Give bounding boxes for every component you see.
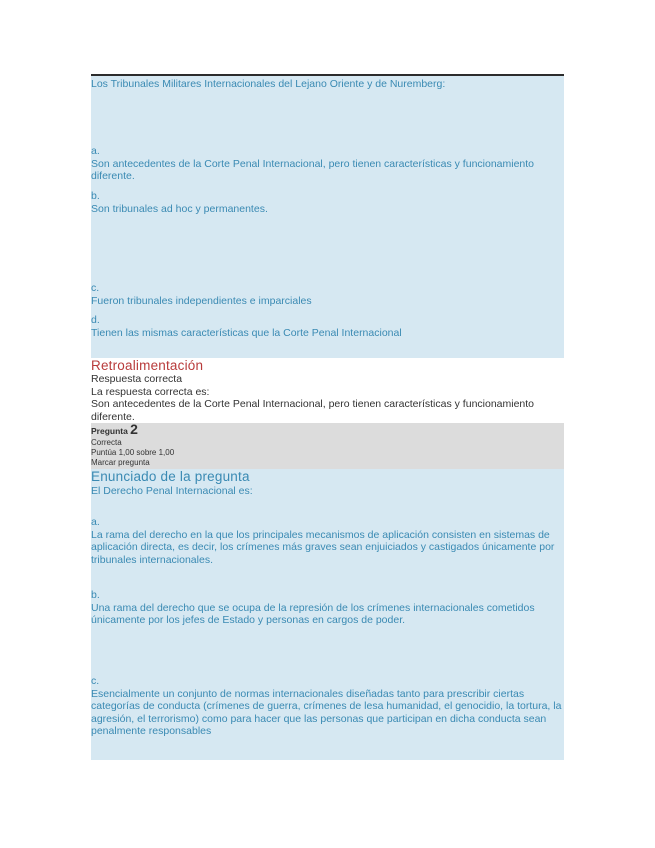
- flag-question-link[interactable]: Marcar pregunta: [91, 458, 150, 467]
- quiz-review-page: [91, 74, 564, 760]
- question-2-info-panel: [91, 423, 564, 469]
- feedback-section: [91, 358, 564, 423]
- question-1-option-c[interactable]: [91, 282, 564, 307]
- option-letter: c.: [91, 282, 100, 294]
- feedback-title: Retroalimentación: [91, 358, 204, 373]
- option-text: La rama del derecho en la que los principales mecanismos de aplicación consisten en sistemas de aplicación directa, es decir, los crímenes más graves sean enjuiciados y castigados únicamente por tribunales internacionales.: [91, 528, 555, 566]
- option-letter: b.: [91, 190, 100, 202]
- question-score: Puntúa 1,00 sobre 1,00: [91, 448, 175, 457]
- question-2-stem: El Derecho Penal Internacional es:: [91, 485, 253, 497]
- feedback-status: Respuesta correcta: [91, 373, 183, 385]
- question-2-block: [91, 469, 564, 760]
- option-text: Tienen las mismas características que la Corte Penal Internacional: [91, 326, 402, 339]
- option-letter: d.: [91, 314, 100, 326]
- question-2-option-a[interactable]: [91, 516, 564, 566]
- question-number-value: 2: [130, 421, 138, 437]
- question-number: Pregunta 2: [91, 421, 138, 437]
- option-text: Son tribunales ad hoc y permanentes.: [91, 202, 268, 215]
- option-letter: b.: [91, 589, 100, 601]
- question-2-option-b[interactable]: [91, 589, 564, 627]
- option-letter: a.: [91, 516, 100, 528]
- question-2-heading: Enunciado de la pregunta: [91, 469, 250, 484]
- correct-answer-label: La respuesta correcta es:: [91, 385, 210, 398]
- question-1-option-d[interactable]: [91, 314, 564, 339]
- option-text: Son antecedentes de la Corte Penal Internacional, pero tienen características y funcionamiento diferente.: [91, 157, 535, 182]
- question-1-stem: Los Tribunales Militares Internacionales del Lejano Oriente y de Nuremberg:: [91, 78, 446, 90]
- question-2-option-c[interactable]: [91, 675, 564, 738]
- option-letter: c.: [91, 675, 100, 687]
- question-1-option-b[interactable]: [91, 190, 564, 215]
- option-text: Esencialmente un conjunto de normas internacionales diseñadas tanto para prescribir ciertas categorías de conducta (crímenes de guerra, crímenes de lesa humanidad, el genocidio, la tortura, la agresión, el terrorismo) como para hacer que las personas que participan en dicha conducta sean penalmente responsables: [91, 687, 562, 737]
- question-1-option-a[interactable]: [91, 145, 564, 183]
- option-text: Fueron tribunales independientes e imparciales: [91, 294, 312, 307]
- option-letter: a.: [91, 145, 100, 157]
- question-state: Correcta: [91, 438, 122, 447]
- correct-answer-text: Son antecedentes de la Corte Penal Internacional, pero tienen características y funcionamiento diferente.: [91, 398, 535, 423]
- question-1-block: [91, 76, 564, 358]
- option-text: Una rama del derecho que se ocupa de la represión de los crímenes internacionales cometidos únicamente por los jefes de Estado y personas en cargos de poder.: [91, 601, 535, 626]
